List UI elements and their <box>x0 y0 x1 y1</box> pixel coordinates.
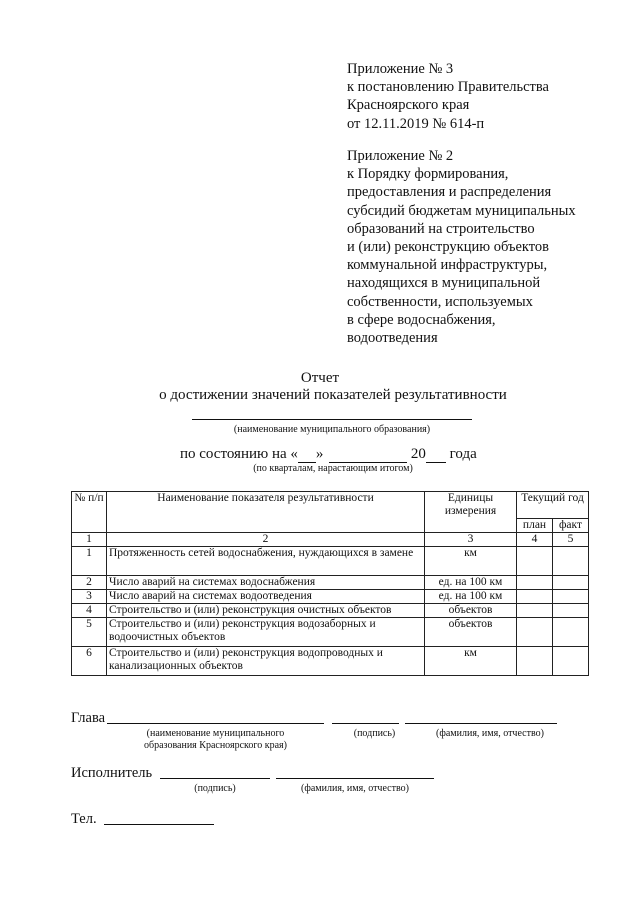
caption-line: (наименование муниципального <box>146 728 285 739</box>
as-of-prefix: по состоянию на « <box>180 446 298 462</box>
head-caption-fio: (фамилия, имя, отчество) <box>436 728 544 739</box>
appendix-order-block <box>347 147 576 347</box>
header-fact: факт <box>553 519 589 533</box>
row-name: Строительство и (или) реконструкция водопроводных и канализационных объектов <box>107 647 425 676</box>
header-current-year: Текущий год <box>517 492 589 519</box>
row-name: Число аварий на системах водоотведения <box>107 590 425 604</box>
row-unit: объектов <box>425 618 517 647</box>
row-num: 6 <box>72 647 107 676</box>
row-num: 2 <box>72 576 107 590</box>
head-caption-name <box>107 728 324 752</box>
row-fact-cell[interactable] <box>553 576 589 590</box>
row-num: 4 <box>72 604 107 618</box>
row-fact-cell[interactable] <box>553 618 589 647</box>
row-plan-cell[interactable] <box>517 547 553 576</box>
appendix-line: от 12.11.2019 № 614-п <box>347 115 485 132</box>
appendix-line: находящихся в муниципальной <box>347 275 541 292</box>
report-title: Отчет <box>300 370 340 386</box>
as-of-line <box>180 446 477 463</box>
appendix-line: Приложение № 2 <box>347 148 454 164</box>
executor-caption-fio: (фамилия, имя, отчество) <box>301 783 409 794</box>
header-unit: Единицы измерения <box>425 492 517 533</box>
phone-label: Тел. <box>71 811 97 827</box>
as-of-suffix: года <box>449 446 477 462</box>
column-number: 1 <box>72 533 107 547</box>
executor-sign-blank[interactable] <box>160 778 270 779</box>
indicators-table <box>71 491 589 676</box>
appendix-line: в сфере водоснабжения, <box>347 311 496 328</box>
executor-label: Исполнитель <box>71 765 153 781</box>
row-fact-cell[interactable] <box>553 590 589 604</box>
executor-caption-sign: (подпись) <box>194 783 236 794</box>
row-name: Строительство и (или) реконструкция очистных объектов <box>107 604 425 618</box>
row-num: 3 <box>72 590 107 604</box>
row-name: Строительство и (или) реконструкция водозаборных и водоочистных объектов <box>107 618 425 647</box>
row-unit: км <box>425 547 517 576</box>
row-name: Протяженность сетей водоснабжения, нуждающихся в замене <box>107 547 425 576</box>
row-num: 1 <box>72 547 107 576</box>
row-plan-cell[interactable] <box>517 618 553 647</box>
period-caption: (по кварталам, нарастающим итогом) <box>253 463 413 474</box>
municipality-caption: (наименование муниципального образования) <box>233 424 431 435</box>
executor-fio-blank[interactable] <box>276 778 434 779</box>
appendix-line: к постановлению Правительства <box>347 79 549 96</box>
header-plan: план <box>517 519 553 533</box>
column-number-row <box>72 533 589 547</box>
year-blank[interactable] <box>426 449 446 463</box>
table-row <box>72 547 589 576</box>
column-number: 5 <box>553 533 589 547</box>
table-row <box>72 590 589 604</box>
report-subtitle: о достижении значений показателей результативности <box>159 387 507 403</box>
table-row <box>72 647 589 676</box>
appendix-line: Приложение № 3 <box>347 61 454 77</box>
head-label: Глава <box>71 710 106 726</box>
appendix-main-block <box>347 60 549 133</box>
phone-blank[interactable] <box>104 824 214 825</box>
table-row <box>72 618 589 647</box>
row-plan-cell[interactable] <box>517 604 553 618</box>
row-plan-cell[interactable] <box>517 590 553 604</box>
head-caption-sign: (подпись) <box>353 728 396 739</box>
appendix-line: коммунальной инфраструктуры, <box>347 257 548 274</box>
month-blank[interactable] <box>329 449 407 463</box>
as-of-quote: » <box>315 446 324 462</box>
row-unit: ед. на 100 км <box>425 576 517 590</box>
row-num: 5 <box>72 618 107 647</box>
municipality-blank[interactable] <box>192 419 472 420</box>
day-blank[interactable] <box>298 449 316 463</box>
row-fact-cell[interactable] <box>553 547 589 576</box>
header-num: № п/п <box>72 492 107 533</box>
head-sign-blank[interactable] <box>332 723 399 724</box>
row-unit: объектов <box>425 604 517 618</box>
table-header-row <box>72 492 589 519</box>
appendix-line: водоотведения <box>347 330 438 347</box>
appendix-line: собственности, используемых <box>347 293 533 310</box>
table-row <box>72 604 589 618</box>
row-fact-cell[interactable] <box>553 647 589 676</box>
row-plan-cell[interactable] <box>517 576 553 590</box>
as-of-year-prefix: 20 <box>410 446 426 462</box>
head-name-blank[interactable] <box>107 723 324 724</box>
column-number: 3 <box>425 533 517 547</box>
appendix-line: и (или) реконструкцию объектов <box>347 239 550 256</box>
appendix-line: предоставления и распределения <box>347 184 552 201</box>
row-unit: ед. на 100 км <box>425 590 517 604</box>
head-fio-blank[interactable] <box>405 723 557 724</box>
appendix-line: образований на строительство <box>347 220 535 237</box>
table-row <box>72 576 589 590</box>
caption-line: образования Красноярского края) <box>144 740 287 751</box>
row-name: Число аварий на системах водоснабжения <box>107 576 425 590</box>
column-number: 2 <box>107 533 425 547</box>
row-unit: км <box>425 647 517 676</box>
column-number: 4 <box>517 533 553 547</box>
appendix-line: субсидий бюджетам муниципальных <box>347 202 576 219</box>
row-plan-cell[interactable] <box>517 647 553 676</box>
row-fact-cell[interactable] <box>553 604 589 618</box>
appendix-line: Красноярского края <box>347 97 470 114</box>
header-name: Наименование показателя результативности <box>107 492 425 533</box>
appendix-line: к Порядку формирования, <box>347 166 509 183</box>
